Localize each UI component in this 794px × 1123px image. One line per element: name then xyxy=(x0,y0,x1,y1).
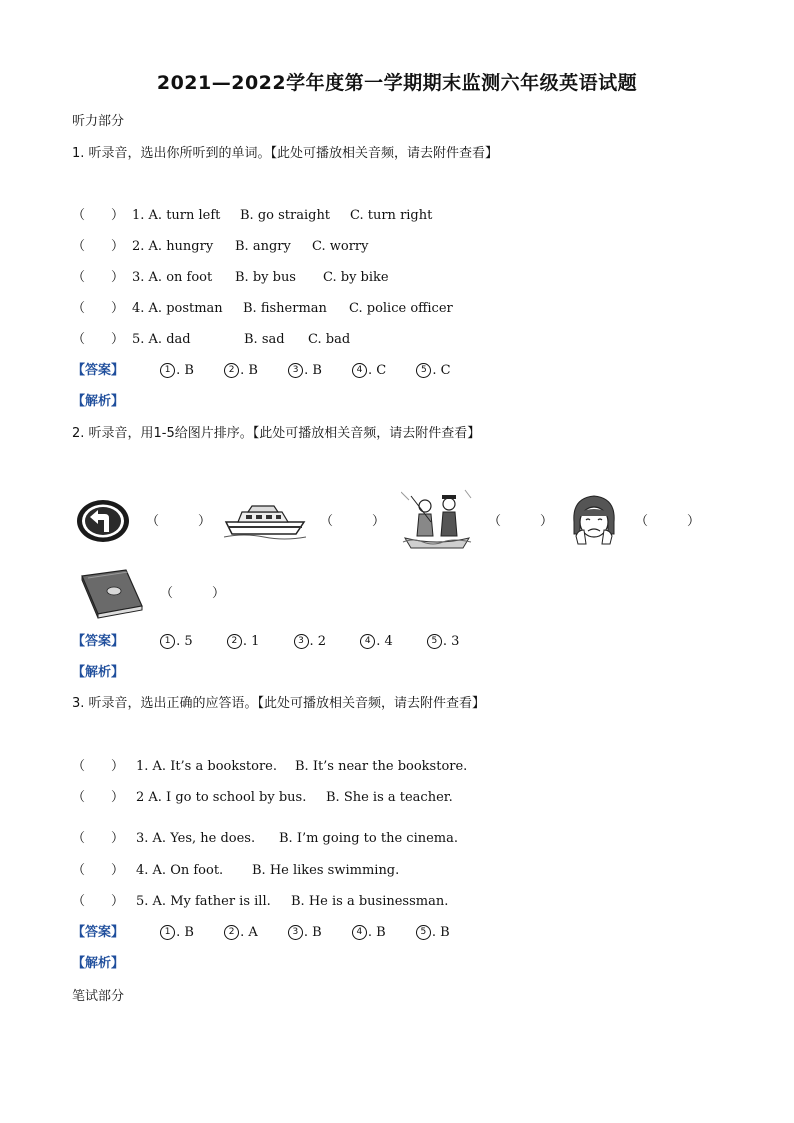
answer-item: 4 . 4 xyxy=(360,634,393,649)
option-a: 4. A. postman xyxy=(132,301,223,316)
option-a: 5. A. My father is ill. xyxy=(136,894,271,909)
option-a: 2 A. I go to school by bus. xyxy=(136,790,307,805)
answer-blank: （ ） xyxy=(72,239,125,254)
option-b: B. She is a teacher. xyxy=(326,790,453,805)
answer-blank: （ ） xyxy=(72,790,125,805)
q3-item xyxy=(72,827,458,846)
answer-blank: （ ） xyxy=(72,759,125,774)
answer-blank: （ ） xyxy=(320,514,386,529)
answer-item: 1 . B xyxy=(160,363,194,378)
option-b: B. He is a businessman. xyxy=(291,894,449,909)
answer-item: 5 . B xyxy=(416,925,450,940)
answer-blank: （ ） xyxy=(72,301,125,316)
analysis-label: 【解析】 xyxy=(72,665,125,680)
q1-prompt: 1. 听录音，选出你所听到的单词。【此处可播放相关音频，请去附件查看】 xyxy=(72,146,499,161)
option-b: B. It’s near the bookstore. xyxy=(295,759,468,774)
answer-blank: （ ） xyxy=(146,514,212,529)
sad-girl-icon xyxy=(568,492,620,548)
option-b: B. sad xyxy=(244,332,285,347)
answer-blank: （ ） xyxy=(72,270,125,285)
answer-item: 4 . B xyxy=(352,925,386,940)
answer-blank: （ ） xyxy=(160,586,226,601)
answer-item: 2 . A xyxy=(224,925,258,940)
analysis-label: 【解析】 xyxy=(72,956,125,971)
q1-item xyxy=(72,204,432,223)
option-b: B. angry xyxy=(235,239,291,254)
answer-blank: （ ） xyxy=(635,514,701,529)
turn-left-sign-icon xyxy=(76,498,130,544)
q1-item xyxy=(72,297,453,316)
option-c: C. bad xyxy=(308,332,351,347)
q1-item xyxy=(72,328,350,347)
q1-item xyxy=(72,266,389,285)
answer-item: 4 . C xyxy=(352,363,386,378)
answer-item: 1 . 5 xyxy=(160,634,193,649)
q3-answer-row xyxy=(72,921,476,940)
option-a: 1. A. It’s a bookstore. xyxy=(136,759,277,774)
q3-item xyxy=(72,890,448,909)
answer-blank: （ ） xyxy=(72,863,125,878)
q3-prompt: 3. 听录音，选出正确的应答语。【此处可播放相关音频，请去附件查看】 xyxy=(72,696,486,711)
option-c: C. police officer xyxy=(349,301,453,316)
q3-item xyxy=(72,859,399,878)
option-c: C. worry xyxy=(312,239,369,254)
option-a: 3. A. on foot xyxy=(132,270,213,285)
book-icon xyxy=(78,568,146,620)
ship-icon xyxy=(224,500,306,540)
option-b: B. He likes swimming. xyxy=(252,863,400,878)
option-b: B. I’m going to the cinema. xyxy=(279,831,458,846)
option-a: 2. A. hungry xyxy=(132,239,214,254)
option-a: 5. A. dad xyxy=(132,332,191,347)
q3-item xyxy=(72,755,467,774)
answer-item: 5 . C xyxy=(416,363,450,378)
option-a: 3. A. Yes, he does. xyxy=(136,831,256,846)
option-a: 1. A. turn left xyxy=(132,208,221,223)
q2-prompt: 2. 听录音，用1-5给图片排序。【此处可播放相关音频，请去附件查看】 xyxy=(72,426,481,441)
section-listening: 听力部分 xyxy=(72,114,125,129)
option-b: B. fisherman xyxy=(243,301,327,316)
analysis-label: 【解析】 xyxy=(72,394,125,409)
answer-label: 【答案】 xyxy=(72,634,125,649)
section-writing: 笔试部分 xyxy=(72,989,125,1004)
answer-item: 2 . 1 xyxy=(227,634,260,649)
option-b: B. go straight xyxy=(240,208,331,223)
answer-item: 3 . B xyxy=(288,925,322,940)
answer-item: 1 . B xyxy=(160,925,194,940)
answer-blank: （ ） xyxy=(72,332,125,347)
answer-item: 2 . B xyxy=(224,363,258,378)
answer-blank: （ ） xyxy=(72,208,125,223)
q1-item xyxy=(72,235,368,254)
answer-blank: （ ） xyxy=(72,831,125,846)
answer-label: 【答案】 xyxy=(72,363,125,378)
option-c: C. turn right xyxy=(350,208,433,223)
q1-answer-row xyxy=(72,359,477,378)
answer-blank: （ ） xyxy=(488,514,554,529)
answer-blank: （ ） xyxy=(72,894,125,909)
fishermen-boat-icon xyxy=(401,488,473,550)
option-c: C. by bike xyxy=(323,270,389,285)
answer-label: 【答案】 xyxy=(72,925,125,940)
answer-item: 5 . 3 xyxy=(427,634,460,649)
answer-item: 3 . 2 xyxy=(294,634,327,649)
option-a: 4. A. On foot. xyxy=(136,863,224,878)
option-b: B. by bus xyxy=(235,270,296,285)
answer-item: 3 . B xyxy=(288,363,322,378)
q3-item xyxy=(72,786,453,805)
page-title: 2021—2022学年度第一学期期末监测六年级英语试题 xyxy=(156,72,638,94)
q2-answer-row xyxy=(72,630,485,649)
